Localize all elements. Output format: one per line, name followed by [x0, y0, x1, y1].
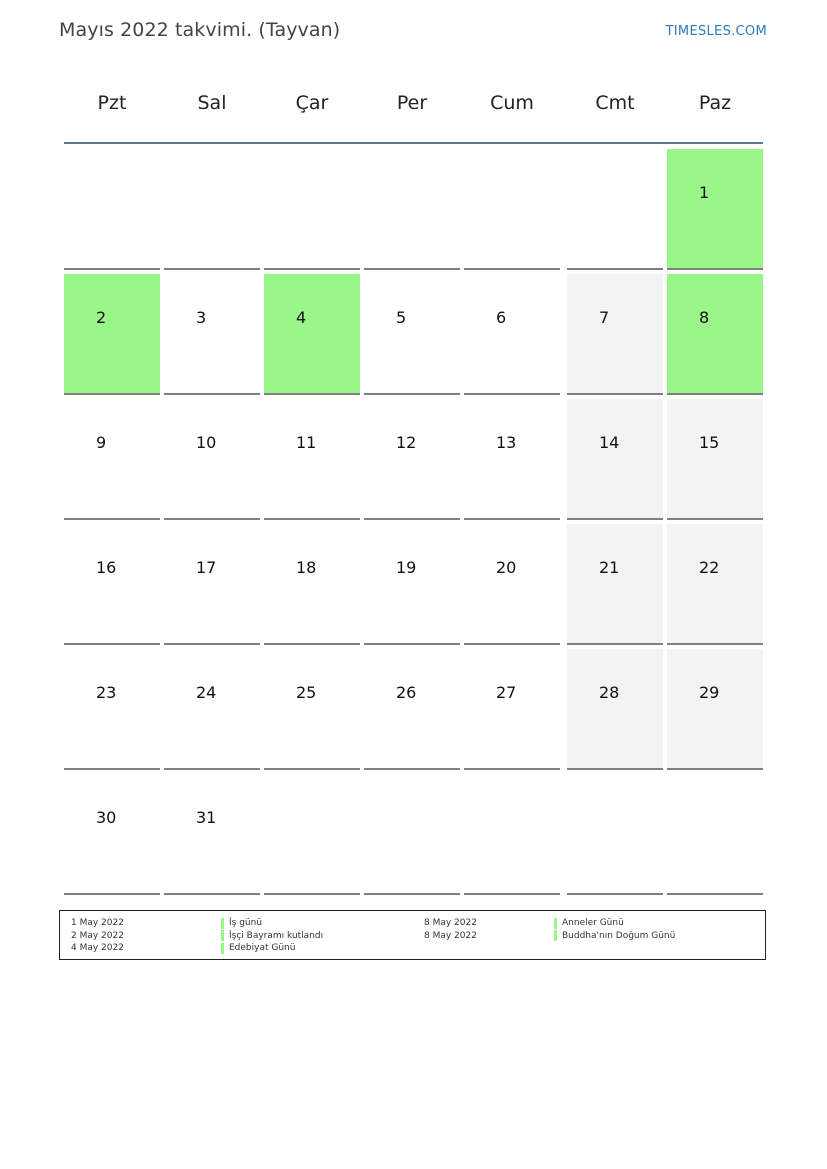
empty-day-cell — [264, 774, 360, 895]
legend-holiday-name: Edebiyat Günü — [229, 943, 296, 953]
day-number: 26 — [396, 683, 417, 702]
legend-holiday-name: Anneler Günü — [562, 918, 624, 928]
day-cell — [364, 399, 460, 520]
day-cell — [567, 274, 663, 395]
day-number: 24 — [196, 683, 217, 702]
day-number: 25 — [296, 683, 317, 702]
day-number: 27 — [496, 683, 517, 702]
day-cell — [64, 524, 160, 645]
day-cell — [264, 524, 360, 645]
day-cell — [64, 774, 160, 895]
day-number: 5 — [396, 308, 407, 327]
day-cell — [164, 274, 260, 395]
weekday-label: Sal — [197, 92, 227, 114]
legend-date: 8 May 2022 — [424, 918, 477, 928]
day-number: 29 — [699, 683, 720, 702]
day-cell — [64, 399, 160, 520]
legend-color-marker — [221, 930, 224, 941]
legend-color-marker — [554, 930, 557, 941]
day-cell — [264, 649, 360, 770]
empty-day-cell — [667, 774, 763, 895]
legend-color-marker — [554, 918, 557, 929]
day-number: 15 — [699, 433, 720, 452]
day-number: 12 — [396, 433, 417, 452]
day-cell — [567, 649, 663, 770]
empty-day-cell — [264, 149, 360, 270]
holiday-legend — [59, 910, 766, 960]
legend-date: 1 May 2022 — [71, 918, 124, 928]
weekday-label: Çar — [295, 92, 329, 114]
day-number: 7 — [599, 308, 610, 327]
day-cell — [264, 399, 360, 520]
day-cell — [667, 274, 763, 395]
day-number: 22 — [699, 558, 720, 577]
day-number: 18 — [296, 558, 317, 577]
day-cell — [667, 399, 763, 520]
legend-date: 8 May 2022 — [424, 930, 477, 941]
empty-day-cell — [364, 149, 460, 270]
day-cell — [364, 274, 460, 395]
legend-color-marker — [221, 918, 224, 929]
day-number: 23 — [96, 683, 117, 702]
day-number: 19 — [396, 558, 417, 577]
legend-holiday-name: İşçi Bayramı kutlandı — [229, 930, 324, 941]
empty-day-cell — [464, 774, 560, 895]
day-number: 8 — [699, 308, 710, 327]
brand-link[interactable]: TIMESLES.COM — [665, 24, 767, 39]
day-cell — [164, 774, 260, 895]
day-number: 20 — [496, 558, 517, 577]
legend-holiday-name: İş günü — [229, 918, 263, 928]
legend-holiday-name: Buddha'nın Doğum Günü — [562, 930, 676, 941]
day-cell — [667, 649, 763, 770]
weekday-label: Per — [396, 92, 428, 114]
day-cell — [364, 524, 460, 645]
page-title: Mayıs 2022 takvimi. (Tayvan) — [59, 19, 341, 41]
empty-day-cell — [567, 149, 663, 270]
day-cell — [464, 399, 560, 520]
day-number: 6 — [496, 308, 507, 327]
legend-date: 4 May 2022 — [71, 943, 124, 953]
day-cell — [464, 649, 560, 770]
day-number: 1 — [699, 183, 710, 202]
empty-day-cell — [464, 149, 560, 270]
day-number: 16 — [96, 558, 117, 577]
day-number: 13 — [496, 433, 517, 452]
day-number: 4 — [296, 308, 307, 327]
weekday-label: Cum — [490, 92, 534, 114]
day-number: 3 — [196, 308, 207, 327]
empty-day-cell — [567, 774, 663, 895]
day-cell — [64, 274, 160, 395]
day-number: 21 — [599, 558, 620, 577]
day-cell — [364, 649, 460, 770]
weekday-label: Paz — [698, 92, 732, 114]
day-number: 14 — [599, 433, 620, 452]
day-number: 31 — [196, 808, 217, 827]
empty-day-cell — [364, 774, 460, 895]
day-number: 2 — [96, 308, 107, 327]
day-cell — [464, 524, 560, 645]
day-number: 28 — [599, 683, 620, 702]
day-cell — [264, 274, 360, 395]
day-number: 9 — [96, 433, 107, 452]
day-number: 11 — [296, 433, 317, 452]
day-cell — [164, 649, 260, 770]
weekday-label: Pzt — [97, 92, 127, 114]
empty-day-cell — [164, 149, 260, 270]
legend-color-marker — [221, 943, 224, 954]
day-cell — [164, 399, 260, 520]
day-cell — [464, 274, 560, 395]
day-number: 30 — [96, 808, 117, 827]
day-cell — [64, 649, 160, 770]
empty-day-cell — [64, 149, 160, 270]
day-cell — [667, 524, 763, 645]
day-number: 17 — [196, 558, 217, 577]
day-cell — [567, 399, 663, 520]
day-cell — [667, 149, 763, 270]
legend-date: 2 May 2022 — [71, 930, 124, 941]
day-number: 10 — [196, 433, 217, 452]
day-cell — [567, 524, 663, 645]
day-cell — [164, 524, 260, 645]
weekday-label: Cmt — [595, 92, 635, 114]
